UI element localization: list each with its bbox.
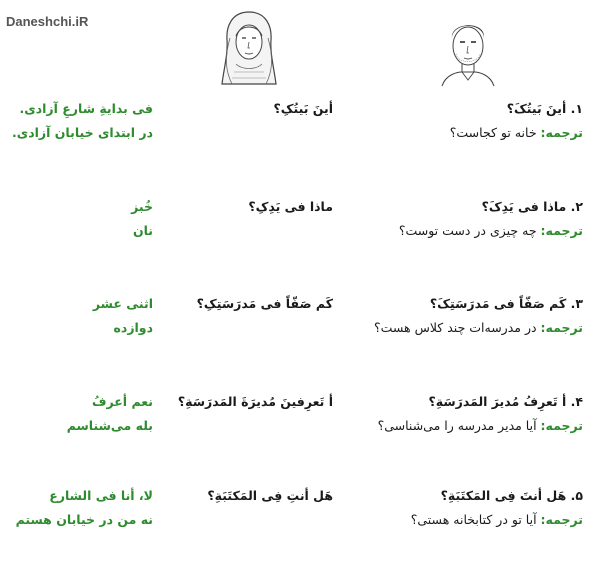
- answer: اثنی عشر: [92, 296, 153, 311]
- question-male: ۵. هَل أنتَ فِی المَکتَبَةِ؟: [440, 488, 583, 503]
- answer-translation: دوازده: [113, 320, 153, 335]
- translation-text: در مدرسه‌ات چند کلاس هست؟: [373, 320, 537, 335]
- answer: خُبز: [131, 199, 153, 214]
- translation-label: ترجمه:: [540, 320, 583, 335]
- translation-label: ترجمه:: [540, 125, 583, 140]
- translation-text: آیا تو در کتابخانه هستی؟: [410, 512, 537, 527]
- translation: [378, 418, 583, 434]
- translation: [374, 320, 583, 336]
- female-avatar-icon: [218, 8, 280, 88]
- answer-translation: نه من در خیابان هستم: [15, 512, 153, 527]
- question-male: ۴. أ تَعرِفُ مُدیرَ المَدرَسَةِ؟: [428, 394, 583, 409]
- translation-text: آیا مدیر مدرسه را می‌شناسی؟: [377, 418, 537, 433]
- dialog-row: [0, 394, 603, 454]
- watermark: Daneshchi.iR: [6, 14, 89, 29]
- question-female: ماذا فی یَدِکِ؟: [248, 199, 333, 214]
- answer: فی بدایةِ شارعِ آزادی.: [19, 101, 153, 116]
- question-male: ۱. أینَ بَیتُکَ؟: [506, 101, 583, 116]
- dialog-row: [0, 101, 603, 161]
- male-avatar-icon: [438, 14, 498, 88]
- translation: [411, 512, 583, 528]
- translation-label: ترجمه:: [540, 512, 583, 527]
- question-male: ۳. کَم صَفّاً فی مَدرَسَتِکَ؟: [429, 296, 583, 311]
- answer-translation: نان: [132, 223, 153, 238]
- question-female: أینَ بَیتُکِ؟: [273, 101, 333, 116]
- answer-translation: بله می‌شناسم: [66, 418, 153, 433]
- translation-label: ترجمه:: [540, 223, 583, 238]
- translation: [450, 125, 583, 141]
- question-female: أ تَعرِفینَ مُدیرَةَ المَدرَسَةِ؟: [177, 394, 333, 409]
- question-male: ۲. ماذا فی یَدِکَ؟: [481, 199, 583, 214]
- translation: [399, 223, 583, 239]
- translation-text: خانه تو کجاست؟: [449, 125, 537, 140]
- answer: لا، أنا فی الشارع: [49, 488, 153, 503]
- question-female: کَم صَفّاً فی مَدرَسَتِکِ؟: [196, 296, 333, 311]
- answer-translation: در ابتدای خیابان آزادی.: [12, 125, 153, 140]
- dialog-row: [0, 296, 603, 356]
- translation-label: ترجمه:: [540, 418, 583, 433]
- translation-text: چه چیزی در دست توست؟: [398, 223, 537, 238]
- question-female: هَل أنتِ فِی المَکتَبَةِ؟: [207, 488, 333, 503]
- answer: نعم أعرفُ: [91, 394, 153, 409]
- dialog-row: [0, 199, 603, 259]
- dialog-row: [0, 488, 603, 548]
